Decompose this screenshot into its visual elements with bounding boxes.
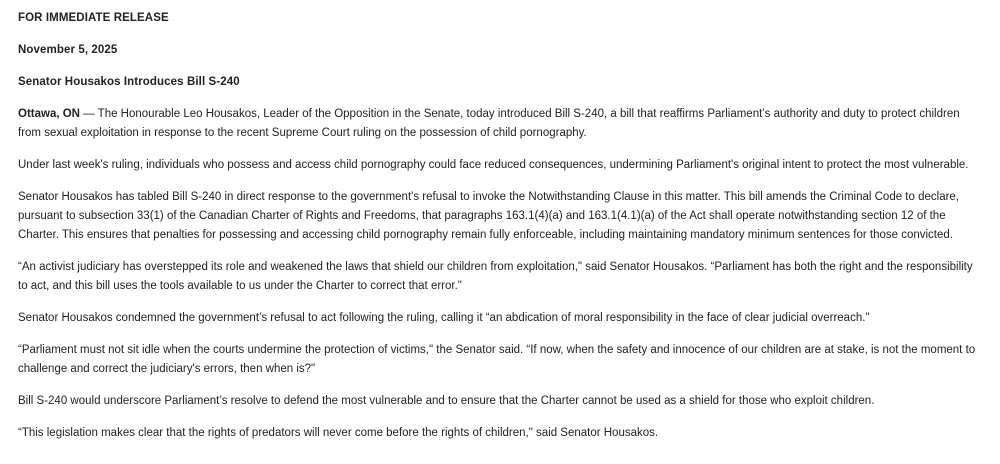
release-notice-heading: FOR IMMEDIATE RELEASE bbox=[18, 12, 169, 24]
paragraph-intro bbox=[18, 105, 982, 143]
paragraph-bill-details: Senator Housakos has tabled Bill S-240 in direct response to the government's refusal to invoke the Notwithstanding Clause in this matter. This bill amends the Criminal Code to declare, pursuant to subsection 33(1) of the Canadian Charter of Rights and Freedoms, that paragraphs 163.1(4)(a) and 163.1(4.1)(a) of the Act shall operate notwithstanding section 12 of the Charter. This ensures that penalties for possessing and accessing child pornography remain fully enforceable, including maintaining mandatory minimum sentences for those convicted. bbox=[18, 191, 960, 241]
release-date-heading: November 5, 2025 bbox=[18, 44, 118, 56]
paragraph-intro-body: — The Honourable Leo Housakos, Leader of the Opposition in the Senate, today introduced Bill S-240, a bill that reaffirms Parliament’s authority and duty to protect children from sexual exploitation in response to the recent Supreme Court ruling on the possession of child pornography. bbox=[18, 108, 960, 139]
page-title: Senator Housakos Introduces Bill S-240 bbox=[18, 76, 240, 88]
dateline-location: Ottawa, ON bbox=[18, 108, 80, 120]
paragraph-quote-activist-judiciary: “An activist judiciary has overstepped its role and weakened the laws that shield our children from exploitation," said Senator Housakos. “Parliament has both the right and the responsibility to act, and this bill uses the tools available to us under the Charter to correct that error." bbox=[18, 261, 973, 292]
paragraph-condemnation: Senator Housakos condemned the government’s refusal to act following the ruling, calling it “an abdication of moral responsibility in the face of clear judicial overreach." bbox=[18, 312, 870, 324]
paragraph-resolve: Bill S-240 would underscore Parliament’s resolve to defend the most vulnerable and to ensure that the Charter cannot be used as a shield for those who exploit children. bbox=[18, 395, 875, 407]
paragraph-quote-closing: “This legislation makes clear that the rights of predators will never come before the rights of children," said Senator Housakos. bbox=[18, 427, 659, 439]
paragraph-ruling-impact: Under last week's ruling, individuals who possess and access child pornography could face reduced consequences, undermining Parliament's original intent to protect the most vulnerable. bbox=[18, 159, 969, 171]
paragraph-quote-sit-idle: “Parliament must not sit idle when the courts undermine the protection of victims," the Senator said. “If now, when the safety and innocence of our children are at stake, is not the moment to challenge and correct the judiciary's errors, then when is?" bbox=[18, 344, 976, 375]
